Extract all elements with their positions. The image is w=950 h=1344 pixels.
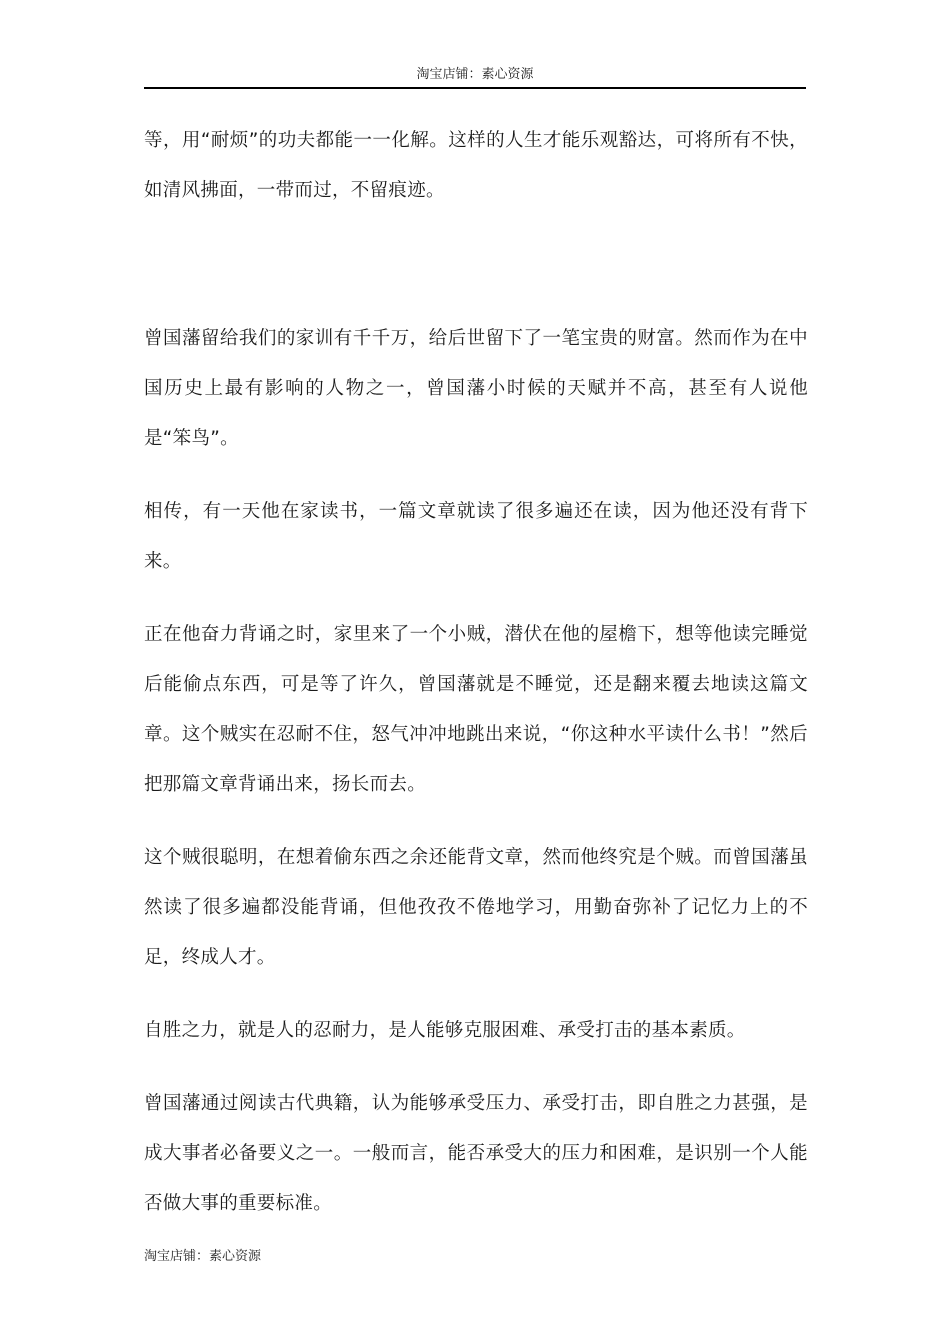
header-shop-label: 淘宝店铺：素心资源 bbox=[416, 67, 534, 82]
footer-shop-label: 淘宝店铺：素心资源 bbox=[144, 1249, 262, 1264]
paragraph: 曾国藩留给我们的家训有千千万，给后世留下了一笔宝贵的财富。然而作为在中国历史上最有影响的人物之一，曾国藩小时候的天赋并不高，甚至有人说他是“笨鸟”。 bbox=[144, 328, 808, 449]
paragraph: 等，用“耐烦”的功夫都能一一化解。这样的人生才能乐观豁达，可将所有不快，如清风拂面，一带而过，不留痕迹。 bbox=[144, 130, 808, 201]
page-footer bbox=[144, 1246, 261, 1268]
article-body bbox=[144, 116, 808, 1229]
page-header bbox=[144, 64, 806, 89]
paragraph: 曾国藩通过阅读古代典籍，认为能够承受压力、承受打击，即自胜之力甚强，是成大事者必备要义之一。一般而言，能否承受大的压力和困难，是识别一个人能否做大事的重要标准。 bbox=[144, 1093, 808, 1214]
paragraph: 这个贼很聪明，在想着偷东西之余还能背文章，然而他终究是个贼。而曾国藩虽然读了很多遍都没能背诵，但他孜孜不倦地学习，用勤奋弥补了记忆力上的不足，终成人才。 bbox=[144, 847, 808, 968]
paragraph: 正在他奋力背诵之时，家里来了一个小贼，潜伏在他的屋檐下，想等他读完睡觉后能偷点东西，可是等了许久，曾国藩就是不睡觉，还是翻来覆去地读这篇文章。这个贼实在忍耐不住，怒气冲冲地跳出来说，“你这种水平读什么书！”然后把那篇文章背诵出来，扬长而去。 bbox=[144, 624, 808, 795]
paragraph: 相传，有一天他在家读书，一篇文章就读了很多遍还在读，因为他还没有背下来。 bbox=[144, 501, 808, 572]
paragraph: 自胜之力，就是人的忍耐力，是人能够克服困难、承受打击的基本素质。 bbox=[144, 1020, 746, 1041]
